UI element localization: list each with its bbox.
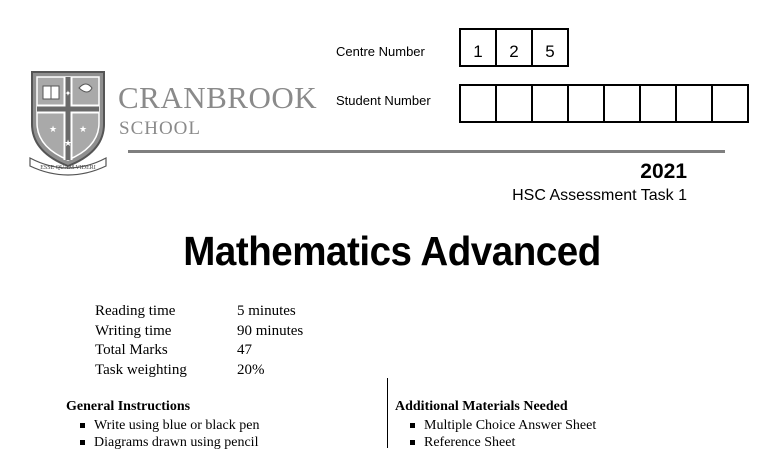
exam-details [95, 302, 303, 380]
exam-year: 2021 [640, 160, 687, 183]
student-digit-box[interactable] [495, 84, 533, 123]
student-number-boxes [459, 84, 749, 123]
detail-row [95, 341, 303, 361]
svg-text:★: ★ [63, 139, 73, 149]
centre-number-label: Centre Number [336, 44, 425, 59]
general-instructions-heading: General Instructions [66, 399, 191, 414]
student-digit-box[interactable] [639, 84, 677, 123]
centre-digit-box[interactable]: 1 [459, 28, 497, 67]
student-digit-box[interactable] [711, 84, 749, 123]
detail-row [95, 322, 303, 342]
detail-value: 5 minutes [237, 303, 296, 319]
student-digit-box[interactable] [603, 84, 641, 123]
assessment-task: HSC Assessment Task 1 [512, 187, 687, 204]
centre-digit-box[interactable]: 5 [531, 28, 569, 67]
list-item: Reference Sheet [404, 434, 596, 451]
detail-value: 47 [237, 342, 252, 358]
detail-label: Writing time [95, 322, 172, 339]
detail-label: Total Marks [95, 342, 168, 358]
school-crest-logo [26, 66, 110, 178]
general-instructions-list [74, 417, 259, 451]
detail-row [95, 361, 303, 381]
additional-materials-heading: Additional Materials Needed [395, 399, 568, 414]
student-digit-box[interactable] [567, 84, 605, 123]
school-name: CRANBROOK [118, 80, 318, 115]
detail-value: 20% [237, 361, 265, 378]
column-divider [387, 378, 388, 448]
detail-row [95, 302, 303, 322]
svg-text:★: ★ [48, 125, 58, 135]
list-item: Write using blue or black pen [74, 417, 259, 434]
svg-text:★: ★ [78, 125, 88, 135]
centre-number-boxes [459, 28, 569, 67]
student-digit-box[interactable] [531, 84, 569, 123]
student-number-label: Student Number [336, 93, 431, 108]
detail-label: Task weighting [95, 361, 187, 378]
student-digit-box[interactable] [459, 84, 497, 123]
list-item: Multiple Choice Answer Sheet [404, 417, 596, 434]
school-subtitle: SCHOOL [119, 118, 202, 139]
additional-materials-list [404, 417, 596, 451]
list-item: Diagrams drawn using pencil [74, 434, 259, 451]
centre-digit-box[interactable]: 2 [495, 28, 533, 67]
detail-label: Reading time [95, 303, 176, 319]
detail-value: 90 minutes [237, 322, 304, 339]
student-digit-box[interactable] [675, 84, 713, 123]
crest-motto: ESSE QUAM VIDERI [40, 165, 96, 171]
svg-text:✦: ✦ [64, 89, 72, 98]
exam-title: Mathematics Advanced [183, 228, 601, 274]
header-rule [128, 150, 725, 153]
